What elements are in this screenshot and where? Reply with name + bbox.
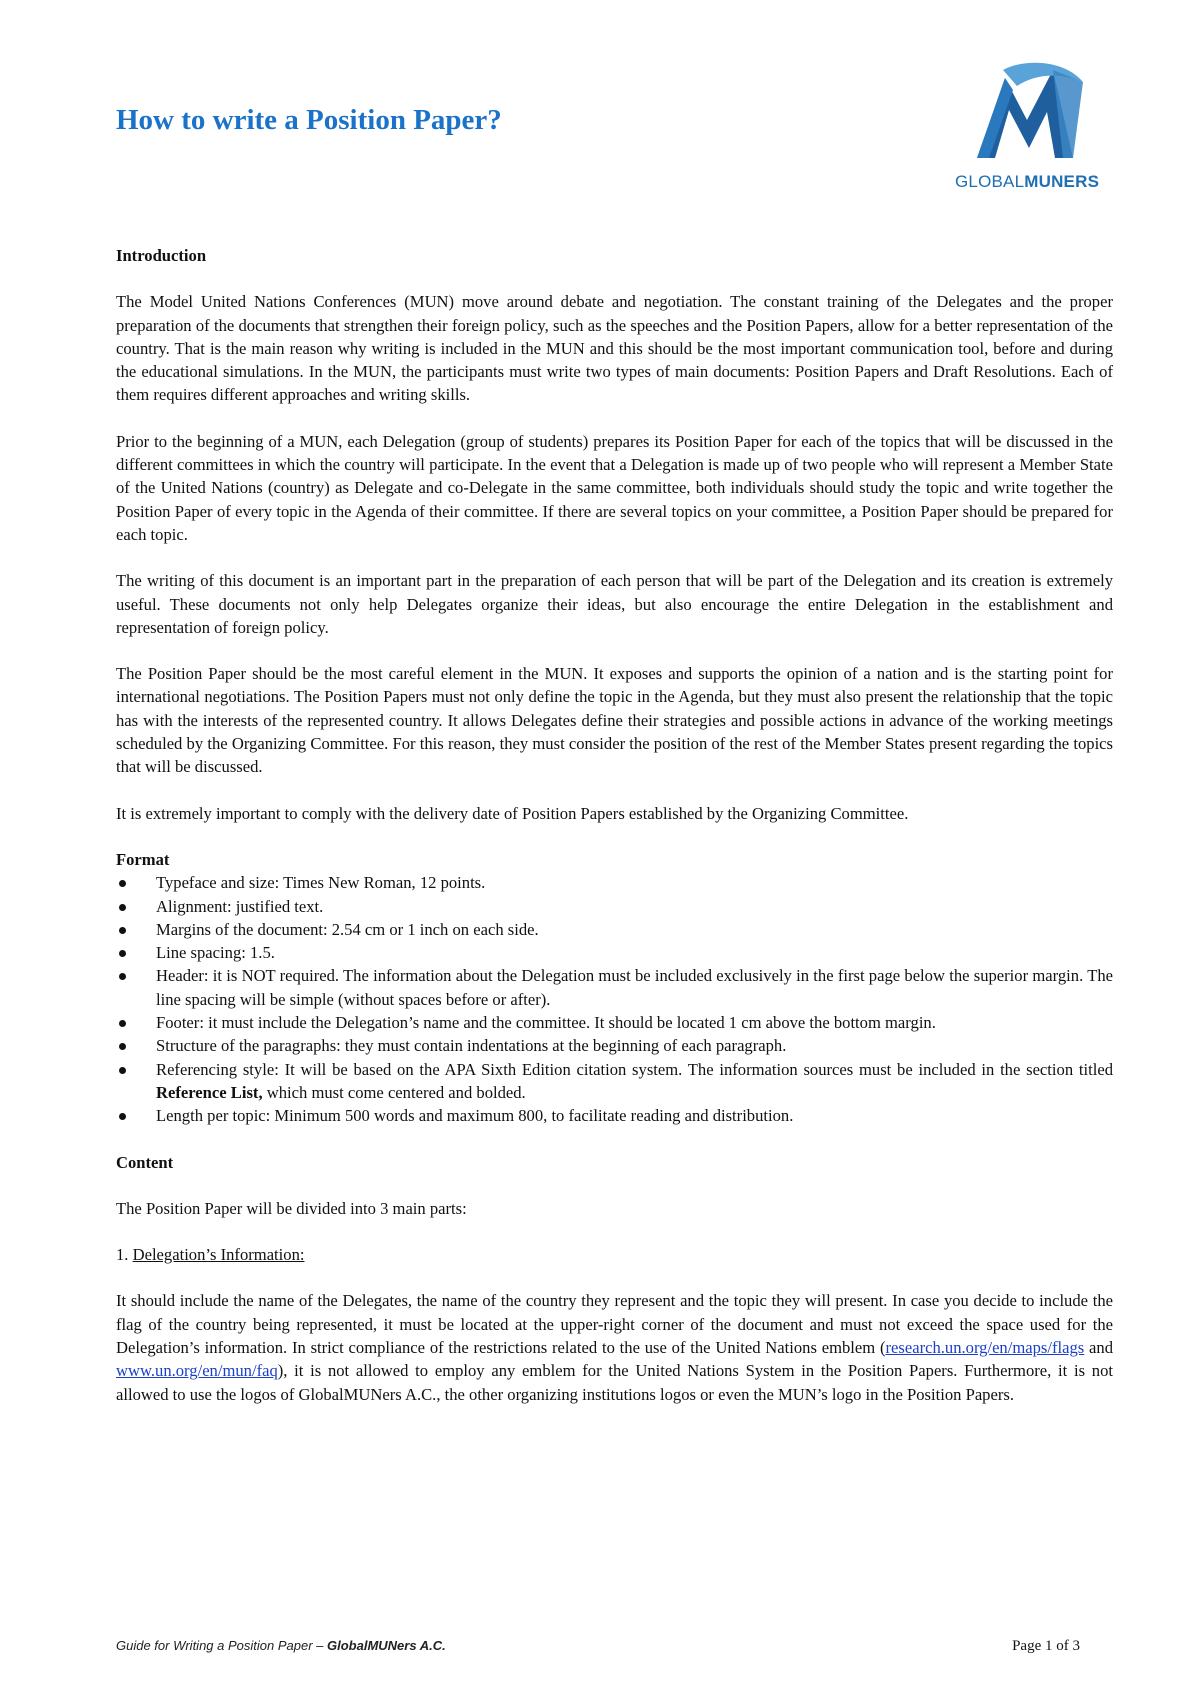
footer-italic: Guide for Writing a Position Paper – bbox=[116, 1638, 327, 1653]
list-item bbox=[116, 964, 1113, 1011]
logo-text-bold: MUNERS bbox=[1024, 172, 1100, 191]
list-item bbox=[116, 1034, 1113, 1057]
reference-list-label: Reference List, bbox=[156, 1082, 263, 1102]
format-heading: Format bbox=[116, 849, 170, 869]
mun-faq-link[interactable]: www.un.org/en/mun/faq bbox=[116, 1361, 278, 1381]
part1-heading bbox=[116, 1243, 1113, 1266]
logo-wordmark bbox=[955, 172, 1100, 192]
part1-text-a: It should include the name of the Delegates, the name of the country they represent and the topic they will present. In case you decide to include the flag of the country being represented, it must be located at the upper-right corner of the document and must not exceed the space used for the Delegation’s information. In strict compliance of the restrictions related to the use of the United Nations emblem ( bbox=[116, 1291, 1113, 1357]
list-item-text: Margins of the document: 2.54 cm or 1 inch on each side. bbox=[156, 919, 539, 939]
part1-paragraph bbox=[116, 1289, 1113, 1405]
intro-paragraph-3: The writing of this document is an important part in the preparation of each person that will be part of the Delegation and its creation is extremely useful. These documents not only help Delegates organize their ideas, but also encourage the entire Delegation in the establishment and representation of foreign policy. bbox=[116, 571, 1113, 637]
bullet-icon bbox=[119, 950, 126, 957]
bullet-icon bbox=[119, 1020, 126, 1027]
intro-paragraph-2: Prior to the beginning of a MUN, each Delegation (group of students) prepares its Position Paper for each of the topics that will be discussed in the different committees in which the country will participate. In the event that a Delegation is made up of two people who will represent a Member State of the United Nations (country) as Delegate and co-Delegate in the same committee, both individuals should study the topic and write together the Position Paper of every topic in the Agenda of their committee. If there are several topics on your committee, a Position Paper should be prepared for each topic. bbox=[116, 431, 1113, 544]
logo-m-icon bbox=[955, 60, 1095, 168]
content-heading: Content bbox=[116, 1152, 174, 1172]
part1-text-b: and bbox=[1084, 1337, 1114, 1357]
list-item-text: Structure of the paragraphs: they must contain indentations at the beginning of each paragraph. bbox=[156, 1036, 787, 1056]
list-item-text: Footer: it must include the Delegation’s name and the committee. It should be located 1 cm above the bottom margin. bbox=[156, 1013, 936, 1033]
referencing-text-b: which must come centered and bolded. bbox=[262, 1082, 526, 1102]
globalmuners-logo bbox=[955, 60, 1100, 195]
list-item bbox=[116, 1011, 1113, 1034]
intro-paragraph-4: The Position Paper should be the most careful element in the MUN. It exposes and supports the opinion of a nation and is the starting point for international negotiations. The Position Papers must not only define the topic in the Agenda, but they must also present the relationship that the topic has with the interests of the represented country. It allows Delegates define their strategies and possible actions in advance of the working meetings scheduled by the Organizing Committee. For this reason, they must consider the position of the rest of the Member States present regarding the topics that will be discussed. bbox=[116, 664, 1113, 777]
list-item bbox=[116, 918, 1113, 941]
list-item-text: Length per topic: Minimum 500 words and maximum 800, to facilitate reading and distribution. bbox=[156, 1106, 794, 1126]
list-item-text: Line spacing: 1.5. bbox=[156, 943, 275, 963]
part1-text-c: ), it is not allowed to employ any emblem for the United Nations System in the Position Papers. Furthermore, it is not allowed to use the logos of GlobalMUNers A.C., the other organizing institutions logos or even the MUN’s logo in the Position Papers. bbox=[116, 1361, 1113, 1404]
list-item bbox=[116, 1058, 1113, 1105]
introduction-heading: Introduction bbox=[116, 246, 207, 265]
bullet-icon bbox=[119, 927, 126, 934]
bullet-icon bbox=[119, 973, 126, 980]
page-number: Page 1 of 3 bbox=[1012, 1638, 1080, 1654]
list-item bbox=[116, 871, 1113, 894]
flags-link[interactable]: research.un.org/en/maps/flags bbox=[885, 1337, 1085, 1357]
part1-title: Delegation’s Information: bbox=[132, 1245, 305, 1265]
intro-paragraph-5: It is extremely important to comply with the delivery date of Position Papers established by the Organizing Committee. bbox=[116, 803, 909, 823]
list-item bbox=[116, 1104, 1113, 1127]
page-title: How to write a Position Paper? bbox=[116, 104, 502, 136]
bullet-icon bbox=[119, 904, 126, 911]
part1-number: 1. bbox=[116, 1245, 133, 1265]
list-item-text: Typeface and size: Times New Roman, 12 points. bbox=[156, 873, 486, 893]
footer-guide-title bbox=[116, 1638, 446, 1653]
intro-paragraph-1: The Model United Nations Conferences (MUN) move around debate and negotiation. The constant training of the Delegates and the proper preparation of the documents that strengthen their foreign policy, such as the speeches and the Position Papers, allow for a better representation of the country. That is the main reason why writing is included in the MUN and this should be the most important communication tool, before and during the educational simulations. In the MUN, the participants must write two types of main documents: Position Papers and Draft Resolutions. Each of them requires different approaches and writing skills. bbox=[116, 292, 1113, 405]
content-intro: The Position Paper will be divided into 3 main parts: bbox=[116, 1198, 467, 1218]
format-list bbox=[116, 871, 1113, 1127]
list-item-text: Alignment: justified text. bbox=[156, 896, 324, 916]
list-item bbox=[116, 895, 1113, 918]
footer-org: GlobalMUNers A.C. bbox=[327, 1638, 446, 1653]
document-body bbox=[116, 244, 1113, 1429]
bullet-icon bbox=[119, 1043, 126, 1050]
bullet-icon bbox=[119, 880, 126, 887]
referencing-text-a: Referencing style: It will be based on the APA Sixth Edition citation system. The information sources must be included in the section titled bbox=[156, 1059, 1113, 1079]
list-item-text: Header: it is NOT required. The information about the Delegation must be included exclusively in the first page below the superior margin. The line spacing will be simple (without spaces before or after). bbox=[156, 966, 1113, 1009]
logo-text-light: GLOBAL bbox=[955, 172, 1025, 191]
bullet-icon bbox=[119, 1067, 126, 1074]
bullet-icon bbox=[119, 1113, 126, 1120]
list-item bbox=[116, 941, 1113, 964]
